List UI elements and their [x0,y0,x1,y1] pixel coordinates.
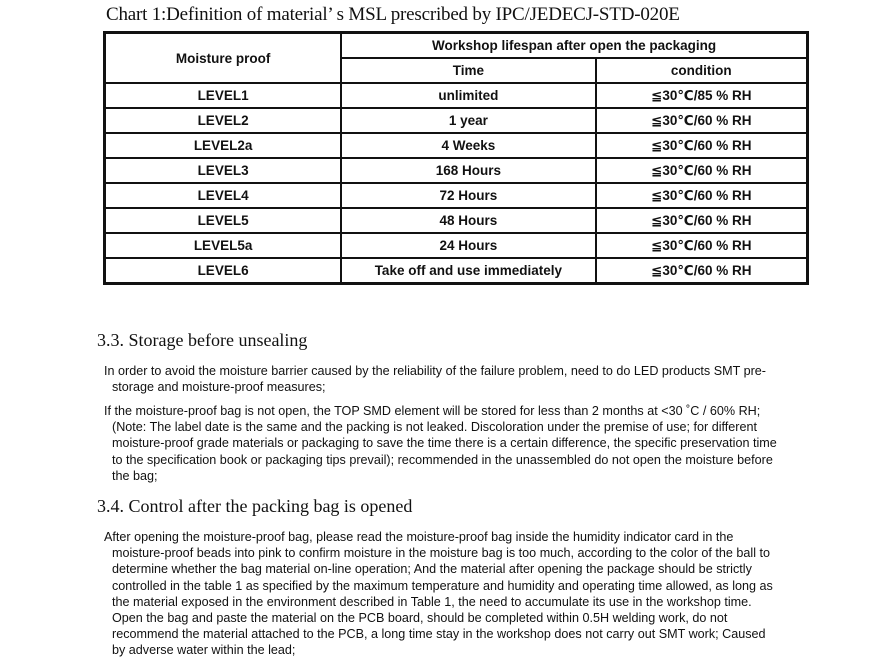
msl-table [103,31,809,285]
time-cell: 72 Hours [341,183,595,208]
text-line: the bag; [112,468,158,483]
condition-cell: ≦30℃/60 % RH [596,108,808,133]
condition-cell: ≦30℃/60 % RH [596,183,808,208]
condition-cell: ≦30℃/60 % RH [596,158,808,183]
text-line: If the moisture-proof bag is not open, the TOP SMD element will be stored for less than 2 months at <30 ˚C / 60% RH; [104,404,761,418]
section-3-3-paragraph-2 [104,403,834,484]
time-cell: unlimited [341,83,595,108]
table-row [105,208,808,233]
text-line: recommend the material attached to the PCB, a long time stay in the workshop does not carry out SMT work; Caused [112,627,766,642]
table-row [105,258,808,284]
level-cell: LEVEL5a [105,233,342,258]
table-row [105,83,808,108]
text-line: After opening the moisture-proof bag, please read the moisture-proof bag inside the humidity indicator card in the [104,530,734,544]
time-cell: 4 Weeks [341,133,595,158]
level-cell: LEVEL3 [105,158,342,183]
header-time: Time [341,58,595,83]
condition-cell: ≦30℃/85 % RH [596,83,808,108]
condition-cell: ≦30℃/60 % RH [596,133,808,158]
time-cell: 1 year [341,108,595,133]
level-cell: LEVEL1 [105,83,342,108]
table-row [105,183,808,208]
text-line: moisture-proof beads into pink to confirm moisture in the moisture bag is too much, according to the color of the ball to [112,546,771,561]
section-3-4-heading: 3.4. Control after the packing bag is opened [97,496,413,516]
text-line: to the specification book or packaging tips prevail); recommended in the unassembled do not open the moisture before [112,452,773,467]
header-moisture-proof: Moisture proof [105,33,342,84]
condition-cell: ≦30℃/60 % RH [596,208,808,233]
level-cell: LEVEL4 [105,183,342,208]
header-condition: condition [596,58,808,83]
table-row [105,108,808,133]
level-cell: LEVEL6 [105,258,342,284]
header-workshop-lifespan: Workshop lifespan after open the packaging [341,33,807,59]
text-line: determine whether the bag material on-line operation; And the material after opening the package should be strictly [112,562,752,577]
text-line: (Note: The label date is the same and the packing is not leaked. Discoloration under the premise of use; for different [112,420,757,435]
level-cell: LEVEL2a [105,133,342,158]
time-cell: 48 Hours [341,208,595,233]
time-cell: 24 Hours [341,233,595,258]
level-cell: LEVEL5 [105,208,342,233]
table-row [105,133,808,158]
section-3-4-paragraph [104,529,834,659]
text-line: storage and moisture-proof measures; [112,380,326,395]
section-3-3-heading: 3.3. Storage before unsealing [97,330,308,350]
text-line: Open the bag and paste the material on the PCB board, should be completed within 0.5H welding work, do not [112,611,728,626]
table-row [105,233,808,258]
time-cell: Take off and use immediately [341,258,595,284]
text-line: by adverse water within the lead; [112,643,296,658]
section-3-3-paragraph-1 [104,363,834,395]
text-line: moisture-proof grade materials or packaging to save the time there is a certain difference, the specific preservation time [112,436,777,451]
chart-title: Chart 1:Definition of material’ s MSL prescribed by IPC/JEDECJ-STD-020E [106,4,680,25]
condition-cell: ≦30℃/60 % RH [596,258,808,284]
text-line: controlled in the table 1 as specified by the maximum temperature and humidity and operating time allowed, as long as [112,578,773,593]
text-line: the material exposed in the environment described in Table 1, the need to accumulate its use in the workshop time. [112,594,752,609]
table-row [105,158,808,183]
table-header-row [105,33,808,59]
condition-cell: ≦30℃/60 % RH [596,233,808,258]
level-cell: LEVEL2 [105,108,342,133]
time-cell: 168 Hours [341,158,595,183]
text-line: In order to avoid the moisture barrier caused by the reliability of the failure problem, need to do LED products SMT pre- [104,364,766,378]
